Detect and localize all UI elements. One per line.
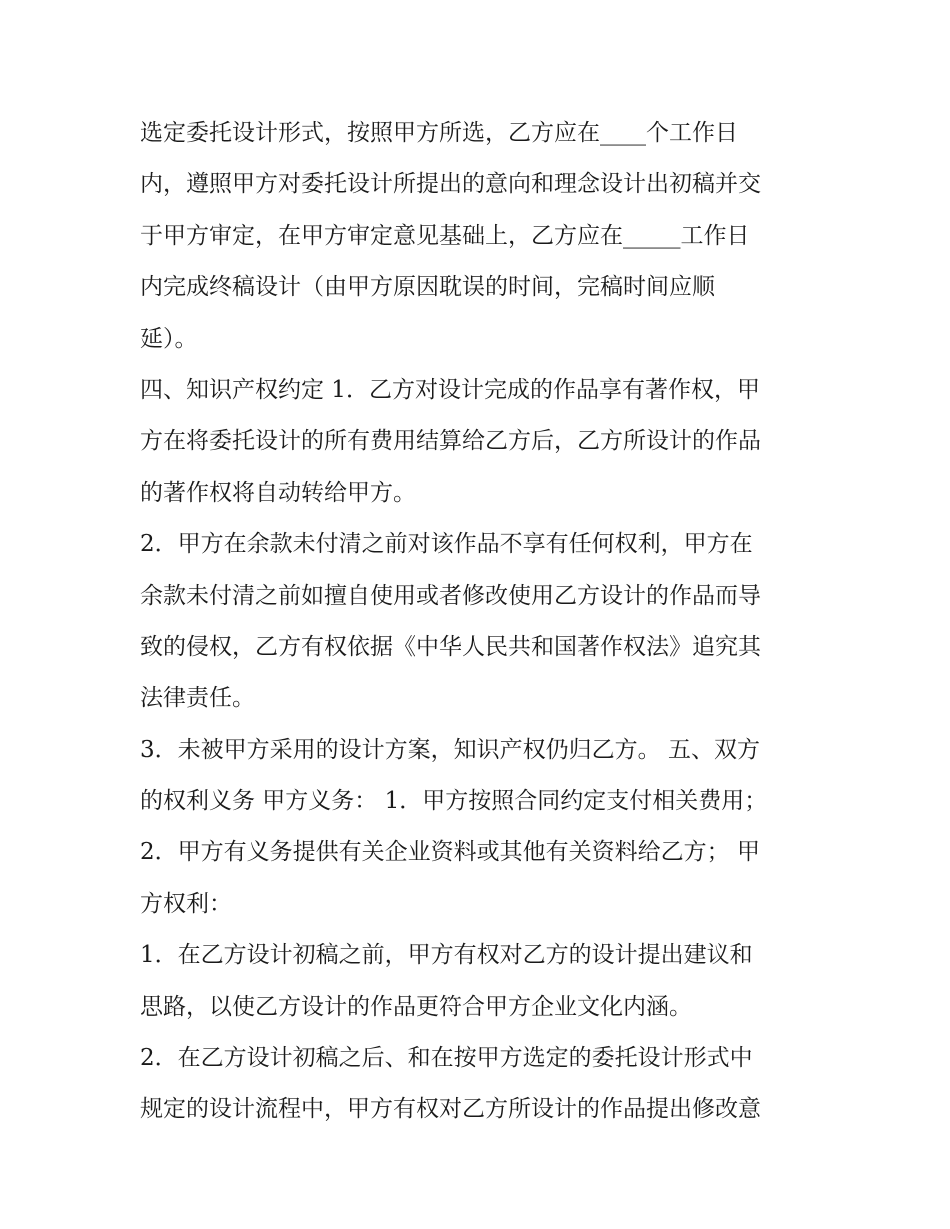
- text-line: 余款未付清之前如擅自使用或者修改使用乙方设计的作品而导: [140, 582, 761, 609]
- text-line: 四、知识产权约定 1．乙方对设计完成的作品享有著作权，甲: [140, 376, 760, 403]
- text-line: 内完成终稿设计（由甲方原因耽误的时间，完稿时间应顺: [140, 274, 715, 301]
- text-line: 3．未被甲方采用的设计方案，知识产权仍归乙方。 五、双方: [140, 736, 760, 763]
- text-line: 选定委托设计形式，按照甲方所选，乙方应在____个工作日: [140, 120, 738, 146]
- text-line: 的权利义务 甲方义务： 1．甲方按照合同约定支付相关费用；: [140, 788, 768, 815]
- text-line: 1．在乙方设计初稿之前，甲方有权对乙方的设计提出建议和: [140, 942, 753, 969]
- text-line: 2．在乙方设计初稿之后、和在按甲方选定的委托设计形式中: [140, 1045, 753, 1072]
- contract-body-text: [140, 108, 820, 1136]
- text-line: 方权利：: [140, 890, 232, 917]
- text-line: 规定的设计流程中，甲方有权对乙方所设计的作品提出修改意: [140, 1096, 761, 1123]
- text-line: 2．甲方在余款未付清之前对该作品不享有任何权利，甲方在: [140, 531, 753, 558]
- text-line: 法律责任。: [140, 685, 255, 712]
- text-line: 2．甲方有义务提供有关企业资料或其他有关资料给乙方； 甲: [140, 839, 760, 866]
- text-line: 思路，以使乙方设计的作品更符合甲方企业文化内涵。: [140, 993, 692, 1020]
- text-line: 延）。: [140, 325, 198, 352]
- text-line: 致的侵权，乙方有权依据《中华人民共和国著作权法》追究其: [140, 633, 761, 660]
- text-line: 内，遵照甲方对委托设计所提出的意向和理念设计出初稿并交: [140, 171, 761, 198]
- text-line: 的著作权将自动转给甲方。: [140, 479, 416, 506]
- text-line: 于甲方审定，在甲方审定意见基础上，乙方应在_____工作日: [140, 222, 750, 249]
- text-line: 方在将委托设计的所有费用结算给乙方后，乙方所设计的作品: [140, 428, 761, 455]
